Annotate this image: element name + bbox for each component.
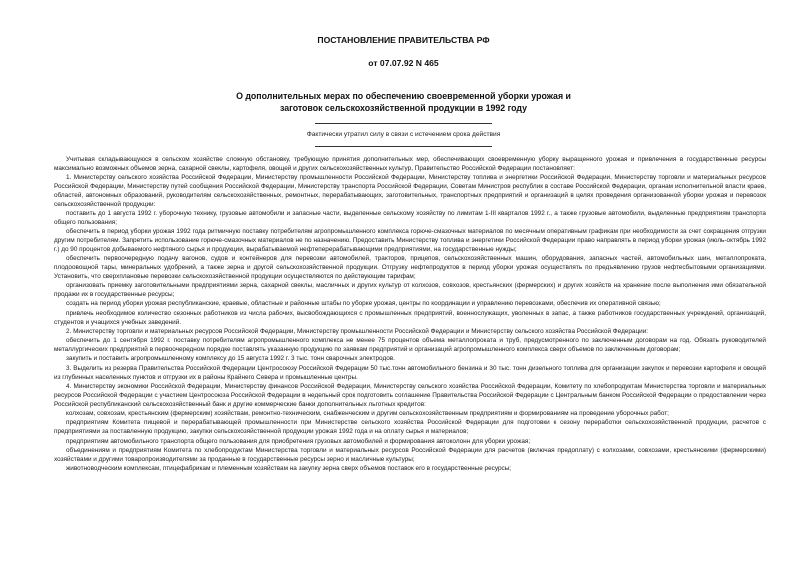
paragraph: 4. Министерству экономики Российской Федерации, Министерству финансов Российской Федерации, Министерству сельского хозяйства Российской Федерации, Комитету по хлебопродуктам Министерства торговли и материальных ресурсов Российской Федерации с участием Центросоюза Российской Федерации в недельный срок подготовить соглашение Правительства Российской Федерации с Центральным банком Российской Федерации о предоставлении через Российской республиканский сельскохозяйственный банк и другие коммерческие банки дополнительных льготных кредитов: (54, 383, 766, 408)
top-divider (315, 123, 492, 124)
paragraph: создать на период уборки урожая республиканские, краевые, областные и районные штабы по уборке урожая, центры по координации и управлению перевозками, обеспечив их оперативной связью; (66, 300, 661, 308)
paragraph: обеспечить первоочередную подачу вагонов, судов и контейнеров для перевозки автомобилей, тракторов, прицепов, сельскохозяйственных машин, оборудования, запасных частей, автомобильных шин, металлопроката, плодоовощной тары, минеральных удобрений, а также зерна и другой сельскохозяйственной продукции. Отгрузку нефтепродуктов в период уборки урожая осуществлять по предъявлению грузов нефтесбытовыми организациями. Установить, что сверхплановые перевозки сельскохозяйственной продукции осуществляются по действующим тарифам; (54, 255, 766, 280)
document-date: от 07.07.92 N 465 (368, 58, 439, 68)
status-note: Фактически утратил силу в связи с истечением срока действия (306, 131, 501, 138)
document-title: ПОСТАНОВЛЕНИЕ ПРАВИТЕЛЬСТВА РФ (317, 35, 490, 45)
document-body (54, 156, 766, 475)
paragraph: животноводческим комплексам, птицефабрикам и племенным хозяйствам на закупку зерна сверх объемов поставок его в государственные ресурсы; (66, 465, 512, 473)
paragraph: организовать приемку заготовительными предприятиями зерна, сахарной свеклы, масличных и других культур от колхозов, совхозов, крестьянских (фермерских) и других хозяйств на хранение после выполнения ими обязательной продажи их в государственные ресурсы; (54, 282, 766, 298)
paragraph: закупить и поставить агропромышленному комплексу до 15 августа 1992 г. 3 тыс. тонн сварочных электродов. (66, 355, 395, 363)
subject-line-2: заготовок сельскохозяйственной продукции в 1992 году (280, 103, 527, 113)
paragraph: колхозам, совхозам, крестьянским (фермерским) хозяйствам, ремонтно-техническим, снабженческим и другим сельскохозяйственным предприятиям и формированиям на проведение уборочных работ; (66, 410, 669, 418)
paragraph: предприятиям автомобильного транспорта общего пользования для приобретения грузовых автомобилей и формирования автоколонн для уборки урожая; (66, 437, 531, 445)
paragraph: привлечь необходимое количество сезонных работников из числа рабочих, высвобождающихся с промышленных предприятий, военнослужащих, уволенных в запас, а также работников государственных учреждений, организаций, студентов и учащихся учебных заведений. (54, 309, 766, 326)
paragraph: поставить до 1 августа 1992 г. уборочную технику, грузовые автомобили и запасные части, выделенные сельскому хозяйству по лимитам 1-III кварталов 1992 г., а также грузовые автомобили, выделенные предприятиям транспорта общего пользования; (54, 209, 766, 226)
bottom-divider (315, 146, 492, 147)
paragraph: обеспечить в период уборки урожая 1992 года ритмичную поставку потребителям агропромышленного комплекса горюче-смазочных материалов по месячным оперативным графикам при необходимости за счет сокращения отгрузки другим потребителям. Запретить использование горюче-смазочных материалов не по назначению. Предоставить Министерству топлива и энергетики Российской Федерации право направлять в период уборки урожая (июль-октябрь 1992 г.) до 90 процентов добываемого нефтяного сырья и продукции, вырабатываемой нефтеперерабатывающими предприятиями, на государственные нужды; (54, 228, 766, 253)
paragraph: объединениям и предприятиям Комитета по хлебопродуктам Министерства торговли и материальных ресурсов Российской Федерации для расчетов (включая предоплату) с колхозами, совхозами, крестьянскими (фермерскими) хозяйствами и другими товаропроизводителями за проданные в государственные ресурсы зерно и масличные культуры; (54, 447, 766, 463)
paragraph: Учитывая складывающуюся в сельском хозяйстве сложную обстановку, требующую принятия дополнительных мер, обеспечивающих своевременную уборку выращенного урожая и привлечения в государственные ресурсы максимально возможных объемов зерна, сахарной свеклы, картофеля, овощей и других сельскохозяйственных культур, Правительство Российской Федерации постановляет: (54, 156, 766, 172)
paragraph: 3. Выделить из резерва Правительства Российской Федерации Центросоюзу Российской Федерации 50 тыс.тонн автомобильного бензина и 30 тыс. тонн дизельного топлива для организации закупок и перевозки картофеля и овощей из глубинных населенных пунктов и отгрузки их в районы Крайнего Севера и промышленные центры. (54, 364, 766, 381)
paragraph: предприятиям Комитета пищевой и перерабатывающей промышленности при Министерстве сельского хозяйства Российской Федерации для подготовки к сезону переработки сельскохозяйственной продукции, расчетов с предприятиями за поставленную продукцию, закупки сельскохозяйственной продукции урожая 1992 года и на оплату сырья и материалов; (54, 419, 766, 436)
paragraph: 2. Министерству торговли и материальных ресурсов Российской Федерации, Министерству промышленности Российской Федерации и Министерству сельского хозяйства Российской Федерации: (66, 327, 649, 335)
paragraph: обеспечить до 1 сентября 1992 г. поставку потребителям агропромышленного комплекса не менее 75 процентов объема металлопроката и труб, предусмотренного по заключенным договорам на год. Обязать руководителей металлургических предприятий в первоочередном порядке поставлять указанную продукцию по заявкам предприятий и организаций агропромышленного комплекса сверх объемов по заключенным договорам; (54, 337, 766, 354)
paragraph: 1. Министерству сельского хозяйства Российской Федерации, Министерству промышленности Российской Федерации, Министерству топлива и энергетики Российской Федерации, Министерству торговли и материальных ресурсов Российской Федерации, Министерству путей сообщения Российской Федерации, Министерству транспорта Российской Федерации, Советам Министров республик в составе Российской Федерации, органам исполнительной власти краев, областей, автономных образований, руководителям сельскохозяйственных, ремонтных, перерабатывающих, заготовительных, транспортных предприятий и организаций в целях проведения организованной уборки урожая и перевозок сельскохозяйственной продукции: (54, 174, 766, 208)
subject-line-1: О дополнительных мерах по обеспечению своевременной уборки урожая и (236, 91, 571, 101)
document-subject (0, 90, 807, 114)
